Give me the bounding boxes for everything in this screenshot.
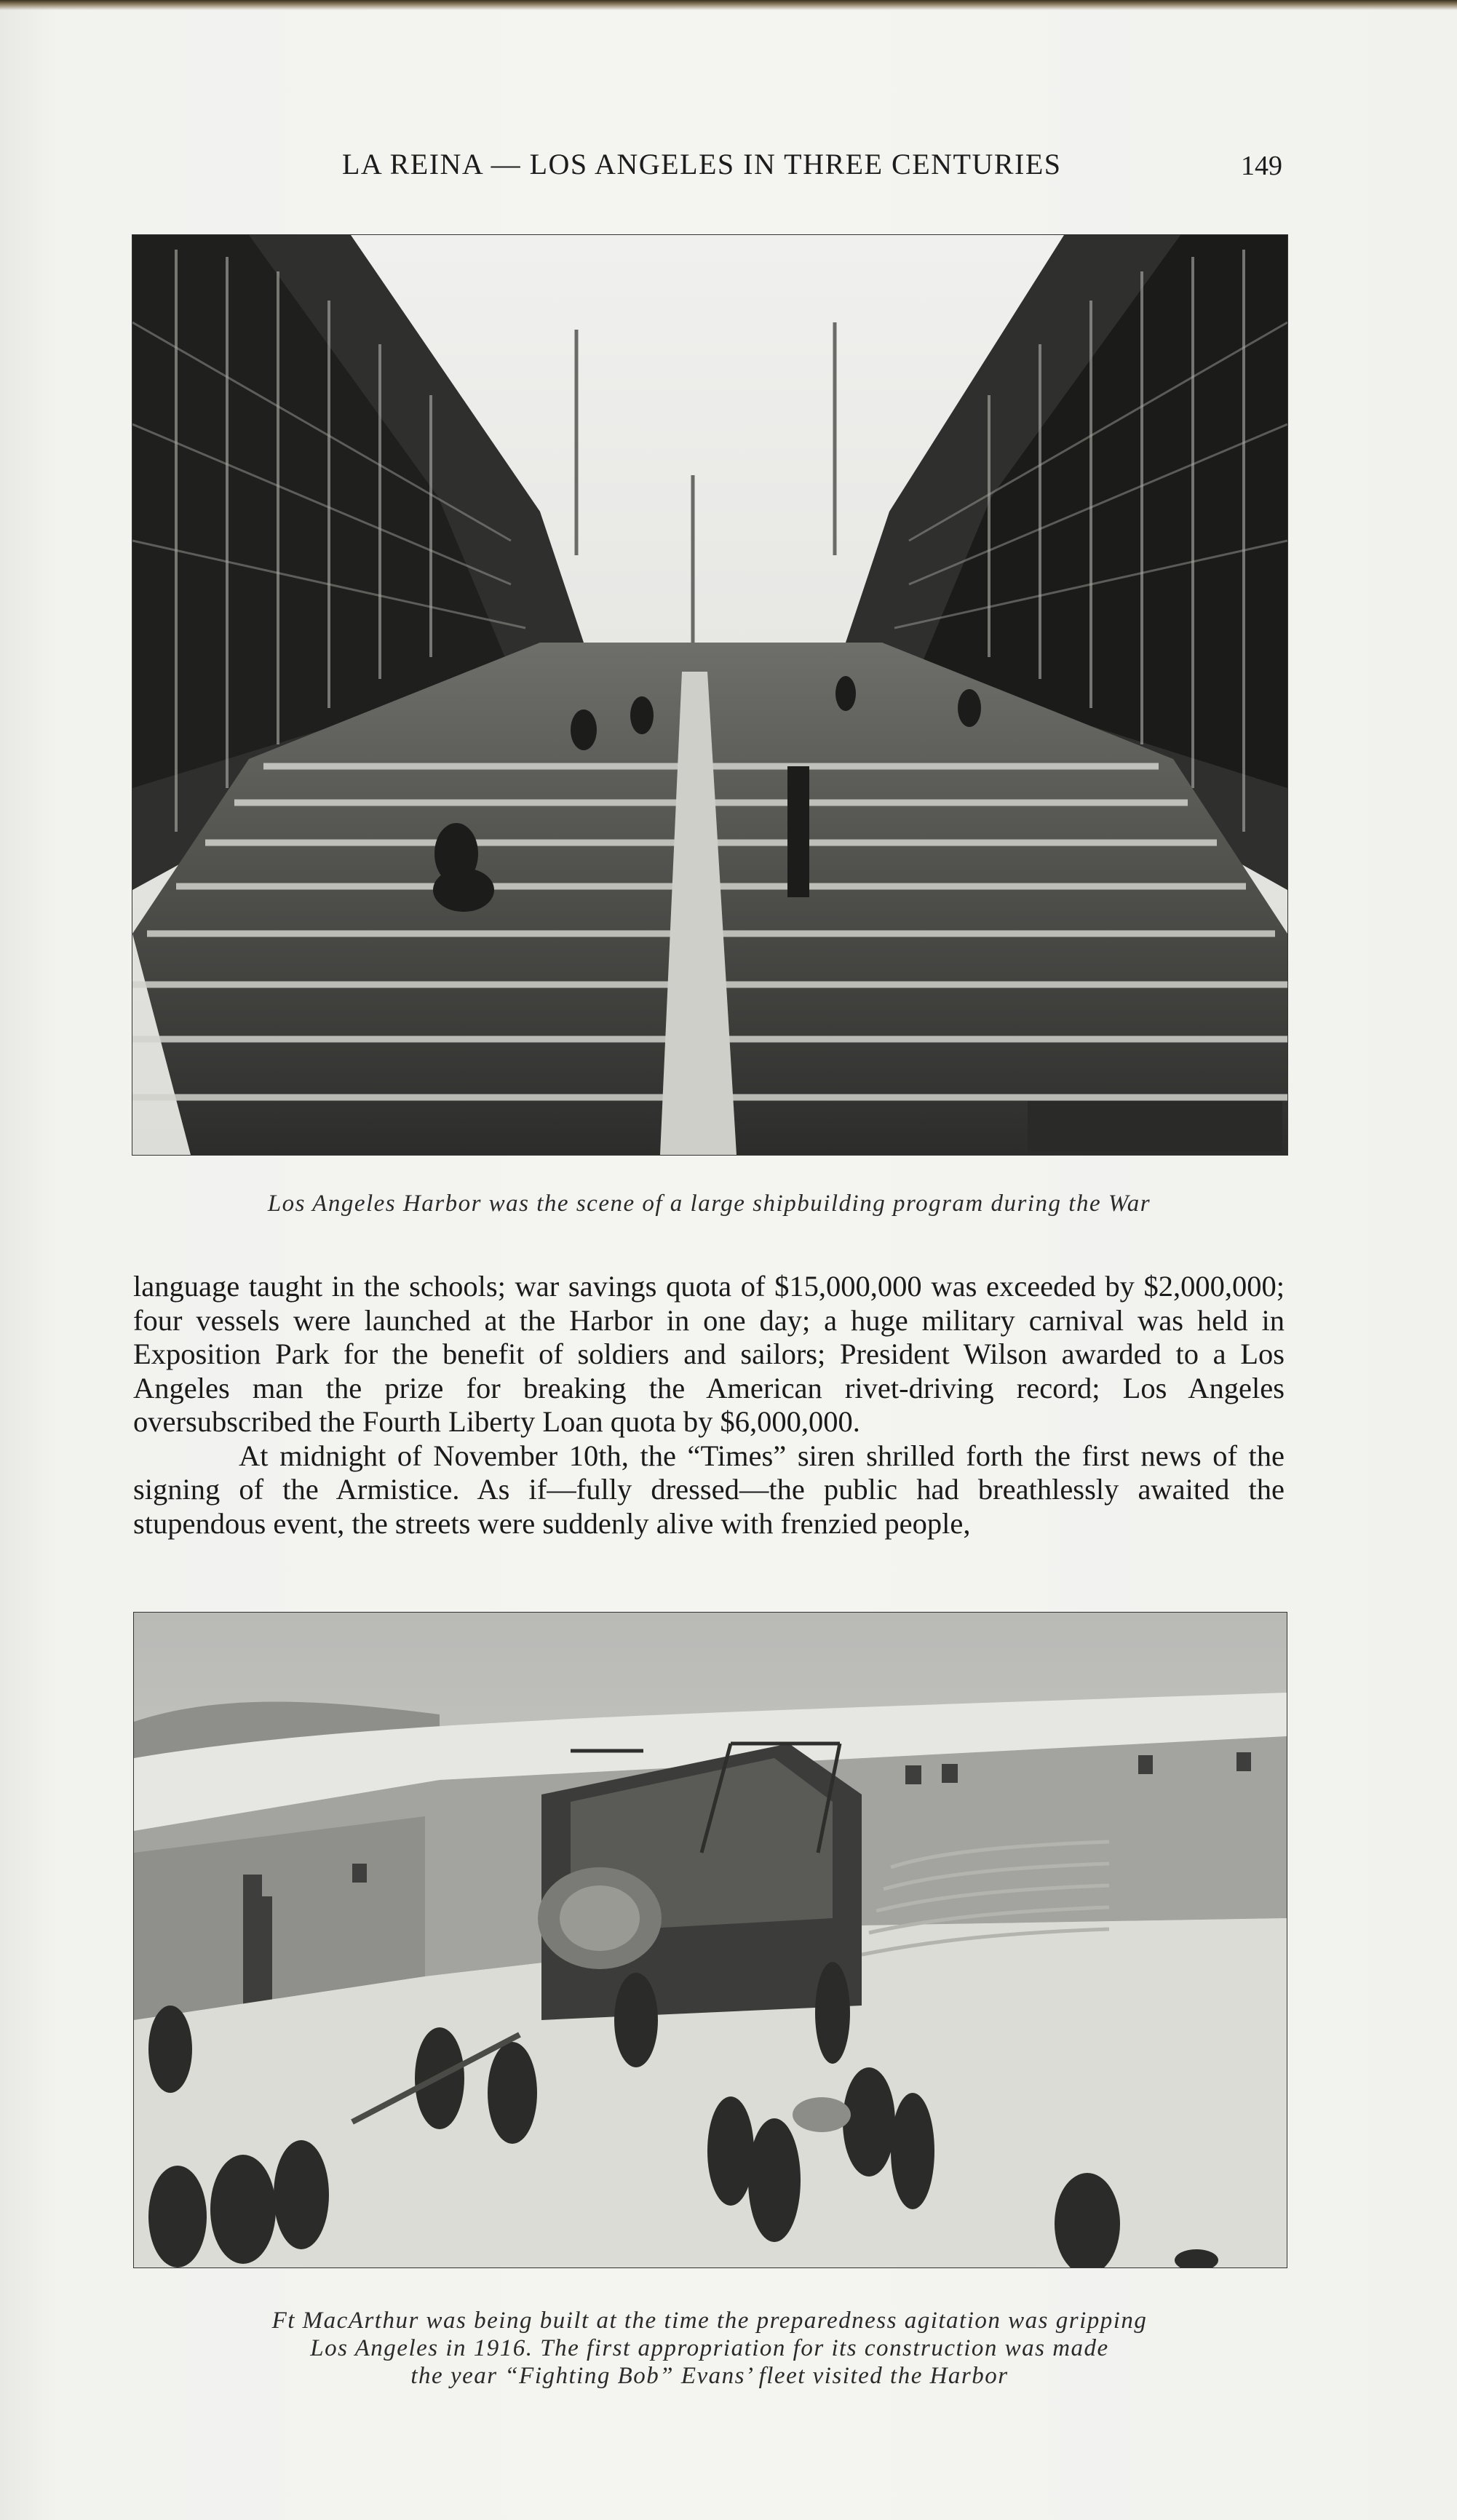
body-text xyxy=(133,1270,1285,1541)
page-edge-shadow xyxy=(0,0,1457,10)
figure-2-caption xyxy=(131,2307,1288,2390)
page-number: 149 xyxy=(1241,151,1282,181)
shipyard-photo-image xyxy=(132,235,1287,1155)
figure-2-caption-line-3: the year “Fighting Bob” Evans’ fleet visited the Harbor xyxy=(410,2363,1009,2389)
shipyard-photo xyxy=(132,234,1288,1156)
figure-1-caption: Los Angeles Harbor was the scene of a large shipbuilding program during the War xyxy=(267,1191,1151,1217)
figure-2-caption-line-1: Ft MacArthur was being built at the time the preparedness agitation was gripping xyxy=(271,2308,1148,2334)
paragraph-1: language taught in the schools; war savings quota of $15,000,000 was exceeded by $2,000,000; four vessels were launched at the Harbor in one day; a huge military carnival was held in Exposition Park for the benefit of soldiers and sailors; President Wilson awarded to a Los Angeles man the prize for breaking the American rivet-driving record; Los Angeles oversubscribed the Fourth Liberty Loan quota by $6,000,000. xyxy=(133,1270,1285,1438)
fort-macarthur-photo xyxy=(133,1612,1287,2268)
fort-macarthur-photo-image xyxy=(134,1613,1287,2267)
paragraph-2: At midnight of November 10th, the “Times” siren shrilled forth the first news of the signing of the Armistice. As if—fully dressed—the public had breathlessly awaited the stupendous event, the streets were suddenly alive with frenzied people, xyxy=(133,1439,1285,1540)
running-head: LA REINA — LOS ANGELES IN THREE CENTURIES xyxy=(342,148,1062,180)
figure-2-caption-line-2: Los Angeles in 1916. The first appropriation for its construction was made xyxy=(310,2335,1109,2361)
